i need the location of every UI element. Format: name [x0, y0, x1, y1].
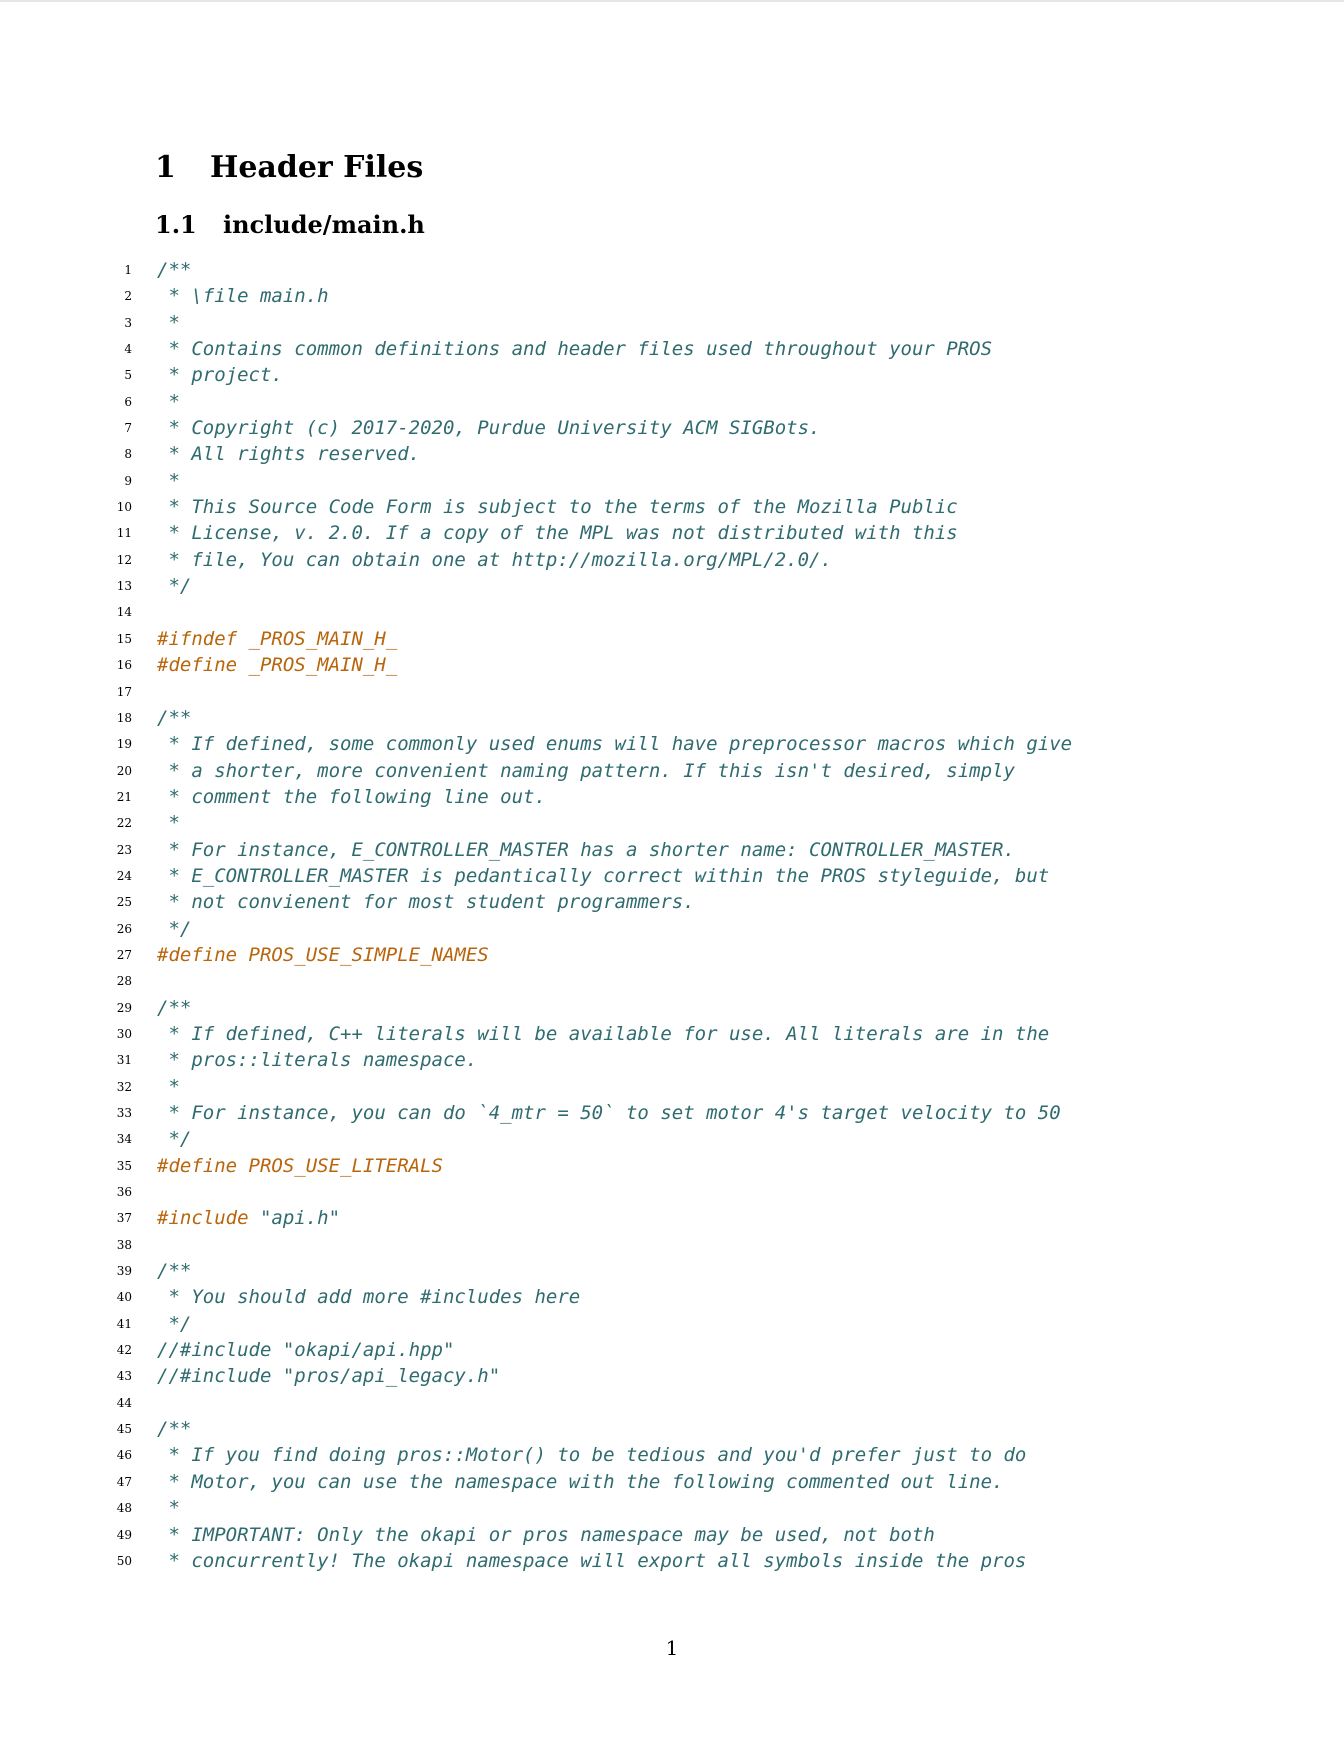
code-line [0, 1495, 1344, 1521]
code-line [0, 1284, 1344, 1310]
code-line [0, 1548, 1344, 1574]
code-text: * file, You can obtain one at http://mozilla.org/MPL/2.0/. [157, 548, 832, 571]
line-number: 43 [116, 1369, 132, 1384]
line-number: 36 [116, 1185, 132, 1200]
code-line [0, 1522, 1344, 1548]
line-number: 41 [116, 1316, 132, 1331]
code-text: */ [157, 1128, 192, 1151]
code-text: * E_CONTROLLER_MASTER is pedantically correct within the PROS styleguide, but [157, 864, 1050, 887]
code-line [0, 1153, 1344, 1179]
code-text: * If defined, some commonly used enums will have preprocessor macros which give [157, 733, 1073, 756]
line-number: 25 [116, 895, 132, 910]
subsection-title-text: include/main.h [223, 210, 425, 239]
line-number: 23 [116, 842, 132, 857]
code-line [0, 257, 1344, 283]
code-text: #ifndef _PROS_MAIN_H_ [157, 627, 398, 650]
code-text: * project. [157, 364, 283, 387]
line-number: 24 [116, 868, 132, 883]
line-number: 47 [116, 1474, 132, 1489]
code-line [0, 916, 1344, 942]
code-line [0, 942, 1344, 968]
code-text [157, 1205, 340, 1231]
code-text: * This Source Code Form is subject to the terms of the Mozilla Public [157, 496, 958, 519]
code-text: /** [157, 259, 192, 281]
line-number: 20 [116, 763, 132, 778]
code-line [0, 968, 1344, 994]
code-text: //#include "pros/api_legacy.h" [157, 1365, 501, 1388]
code-text: * For instance, you can do `4_mtr = 50` to set motor 4's target velocity to 50 [157, 1102, 1061, 1124]
code-text: * [157, 1497, 180, 1520]
line-number: 45 [116, 1422, 132, 1437]
code-line [0, 758, 1344, 784]
code-line [0, 652, 1344, 678]
line-number: 13 [116, 579, 132, 594]
code-line [0, 1442, 1344, 1468]
code-line [0, 784, 1344, 810]
code-line [0, 679, 1344, 705]
line-number: 38 [116, 1237, 132, 1252]
code-line [0, 1179, 1344, 1205]
subsection-number: 1.1 [155, 210, 197, 239]
include-directive: #include [157, 1207, 249, 1230]
line-number: 9 [124, 473, 132, 488]
include-argument: "api.h" [248, 1207, 341, 1230]
code-line [0, 863, 1344, 889]
code-text: * If defined, C++ literals will be available for use. All literals are in the [157, 1022, 1050, 1045]
code-line [0, 1469, 1344, 1495]
code-text: * [157, 812, 180, 835]
code-line [0, 1258, 1344, 1284]
line-number: 31 [116, 1053, 132, 1068]
line-number: 7 [124, 421, 132, 436]
code-text: //#include "okapi/api.hpp" [157, 1339, 455, 1362]
line-number: 28 [116, 974, 132, 989]
line-number: 6 [124, 394, 132, 409]
code-text: /** [157, 1260, 192, 1283]
line-number: 15 [116, 631, 132, 646]
code-line [0, 415, 1344, 441]
code-line [0, 468, 1344, 494]
line-number: 14 [116, 605, 132, 620]
section-heading [155, 148, 423, 188]
line-number: 5 [124, 368, 132, 383]
line-number: 30 [116, 1026, 132, 1041]
line-number: 12 [116, 552, 132, 567]
code-listing [0, 257, 1344, 1574]
line-number: 46 [116, 1448, 132, 1463]
code-text: /** [157, 706, 192, 729]
line-number: 8 [124, 447, 132, 462]
code-line [0, 310, 1344, 336]
line-number: 29 [116, 1000, 132, 1015]
code-text: */ [157, 917, 192, 940]
code-line [0, 1047, 1344, 1073]
code-line [0, 389, 1344, 415]
code-text: */ [157, 575, 192, 598]
line-number: 42 [116, 1343, 132, 1358]
code-text: #define PROS_USE_LITERALS [157, 1154, 443, 1177]
code-line [0, 1390, 1344, 1416]
line-number: 32 [116, 1079, 132, 1094]
line-number: 49 [116, 1527, 132, 1542]
line-number: 26 [116, 921, 132, 936]
line-number: 4 [124, 342, 132, 357]
section-title-text: Header Files [210, 150, 424, 185]
code-line [0, 494, 1344, 520]
code-line [0, 1074, 1344, 1100]
code-text: * Contains common definitions and header files used throughout your PROS [157, 338, 993, 361]
line-number: 10 [116, 500, 132, 515]
code-line [0, 626, 1344, 652]
code-text: /** [157, 1418, 192, 1441]
line-number: 40 [116, 1290, 132, 1305]
code-text: * not convienent for most student programmers. [157, 891, 695, 914]
code-line [0, 599, 1344, 625]
line-number: 34 [116, 1132, 132, 1147]
code-text: * Motor, you can use the namespace with the following commented out line. [157, 1470, 1004, 1493]
code-line [0, 441, 1344, 467]
code-line [0, 520, 1344, 546]
code-text: * If you find doing pros::Motor() to be tedious and you'd prefer just to do [157, 1444, 1027, 1467]
code-line [0, 1100, 1344, 1126]
line-number: 3 [124, 315, 132, 330]
section-number: 1 [155, 150, 176, 185]
page-number: 1 [665, 1636, 679, 1660]
code-line [0, 995, 1344, 1021]
code-text: * [157, 1075, 180, 1098]
line-number: 17 [116, 684, 132, 699]
code-line [0, 1363, 1344, 1389]
code-text: * [157, 469, 180, 492]
code-line [0, 1205, 1344, 1231]
code-line [0, 705, 1344, 731]
code-text: * You should add more #includes here [157, 1286, 581, 1309]
code-text: #define _PROS_MAIN_H_ [157, 654, 398, 677]
code-line [0, 1311, 1344, 1337]
line-number: 27 [116, 947, 132, 962]
line-number: 18 [116, 710, 132, 725]
code-text: * pros::literals namespace. [157, 1049, 478, 1072]
code-text: #define PROS_USE_SIMPLE_NAMES [157, 943, 489, 966]
code-line [0, 547, 1344, 573]
code-text: * Copyright (c) 2017-2020, Purdue University ACM SIGBots. [157, 417, 821, 440]
code-text: /** [157, 996, 192, 1019]
line-number: 21 [116, 789, 132, 804]
line-number: 39 [116, 1264, 132, 1279]
code-text: * [157, 311, 180, 334]
line-number: 2 [124, 289, 132, 304]
code-text: * All rights reserved. [157, 443, 421, 466]
code-line [0, 283, 1344, 309]
code-line [0, 810, 1344, 836]
line-number: 19 [116, 737, 132, 752]
code-text: * concurrently! The okapi namespace will export all symbols inside the pros [157, 1549, 1027, 1572]
code-text: * For instance, E_CONTROLLER_MASTER has a shorter name: CONTROLLER_MASTER. [157, 838, 1015, 861]
subsection-heading [155, 208, 425, 242]
code-text: * a shorter, more convenient naming pattern. If this isn't desired, simply [157, 759, 1015, 782]
line-number: 11 [116, 526, 132, 541]
code-text: */ [157, 1312, 192, 1335]
code-line [0, 362, 1344, 388]
code-line [0, 731, 1344, 757]
code-text: * IMPORTANT: Only the okapi or pros namespace may be used, not both [157, 1523, 935, 1546]
code-line [0, 336, 1344, 362]
line-number: 37 [116, 1211, 132, 1226]
code-line [0, 1337, 1344, 1363]
line-number: 1 [124, 263, 132, 277]
line-number: 35 [116, 1158, 132, 1173]
code-line [0, 837, 1344, 863]
code-text: * \file main.h [157, 285, 329, 308]
line-number: 50 [116, 1553, 132, 1568]
code-text: * [157, 390, 180, 413]
code-line [0, 1021, 1344, 1047]
line-number: 44 [116, 1395, 132, 1410]
page-top-border [0, 0, 1344, 2]
code-text: * License, v. 2.0. If a copy of the MPL was not distributed with this [157, 522, 958, 545]
code-line [0, 1416, 1344, 1442]
code-line [0, 1126, 1344, 1152]
code-line [0, 573, 1344, 599]
line-number: 33 [116, 1106, 132, 1120]
code-text: * comment the following line out. [157, 785, 546, 808]
code-line [0, 889, 1344, 915]
code-line [0, 1232, 1344, 1258]
line-number: 16 [116, 658, 132, 673]
line-number: 22 [116, 816, 132, 831]
line-number: 48 [116, 1501, 132, 1516]
